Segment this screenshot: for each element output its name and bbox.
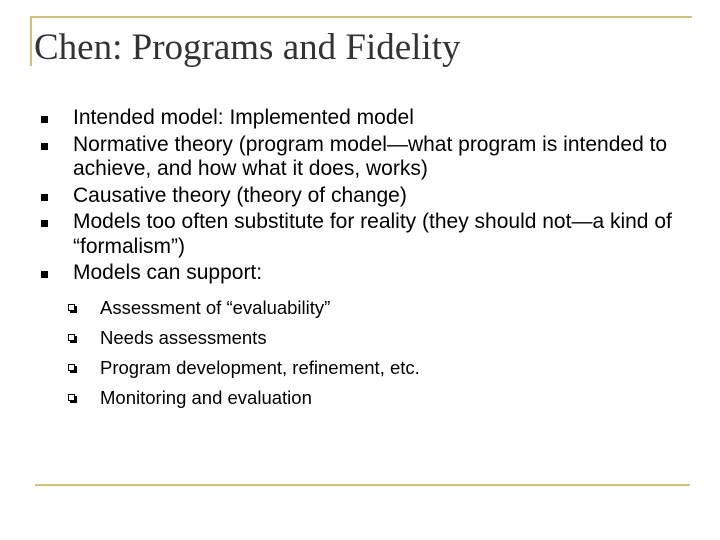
sub-bullet-text: Program development, refinement, etc. bbox=[100, 356, 420, 378]
bullet-item bbox=[40, 210, 700, 259]
bullet-item bbox=[40, 261, 700, 409]
bullet-list bbox=[40, 106, 700, 409]
square-bullet-icon bbox=[41, 194, 48, 201]
slide-title: Chen: Programs and Fidelity bbox=[34, 27, 461, 68]
square-bullet-icon bbox=[41, 220, 48, 227]
square-bullet-icon bbox=[41, 143, 48, 150]
bullet-text: Normative theory (program model—what program is intended to achieve, and how what it does, works) bbox=[73, 132, 668, 180]
bullet-text: Causative theory (theory of change) bbox=[73, 183, 407, 207]
slide-body bbox=[40, 106, 700, 416]
sub-bullet-item bbox=[68, 296, 700, 319]
sub-bullet-item bbox=[68, 356, 700, 379]
square-bullet-icon bbox=[41, 271, 48, 278]
bullet-text: Models too often substitute for reality (they should not—a kind of “formalism”) bbox=[73, 210, 672, 258]
sub-bullet-text: Monitoring and evaluation bbox=[100, 386, 312, 408]
sub-bullet-text: Needs assessments bbox=[100, 326, 267, 348]
sub-bullet-list bbox=[68, 296, 700, 409]
title-left-rule bbox=[30, 16, 32, 66]
bullet-text: Models can support: bbox=[73, 261, 263, 284]
bullet-item bbox=[40, 133, 700, 182]
bullet-item bbox=[40, 106, 700, 131]
box-bullet-icon bbox=[68, 394, 75, 401]
box-bullet-icon bbox=[68, 304, 75, 311]
title-top-rule bbox=[30, 16, 692, 18]
sub-bullet-item bbox=[68, 326, 700, 349]
sub-bullet-item bbox=[68, 386, 700, 409]
box-bullet-icon bbox=[68, 334, 75, 341]
square-bullet-icon bbox=[41, 116, 48, 123]
bullet-text: Intended model: Implemented model bbox=[73, 106, 414, 129]
bottom-rule bbox=[35, 484, 690, 486]
bullet-item bbox=[40, 184, 700, 209]
sub-bullet-text: Assessment of “evaluability” bbox=[100, 296, 331, 318]
box-bullet-icon bbox=[68, 364, 75, 371]
